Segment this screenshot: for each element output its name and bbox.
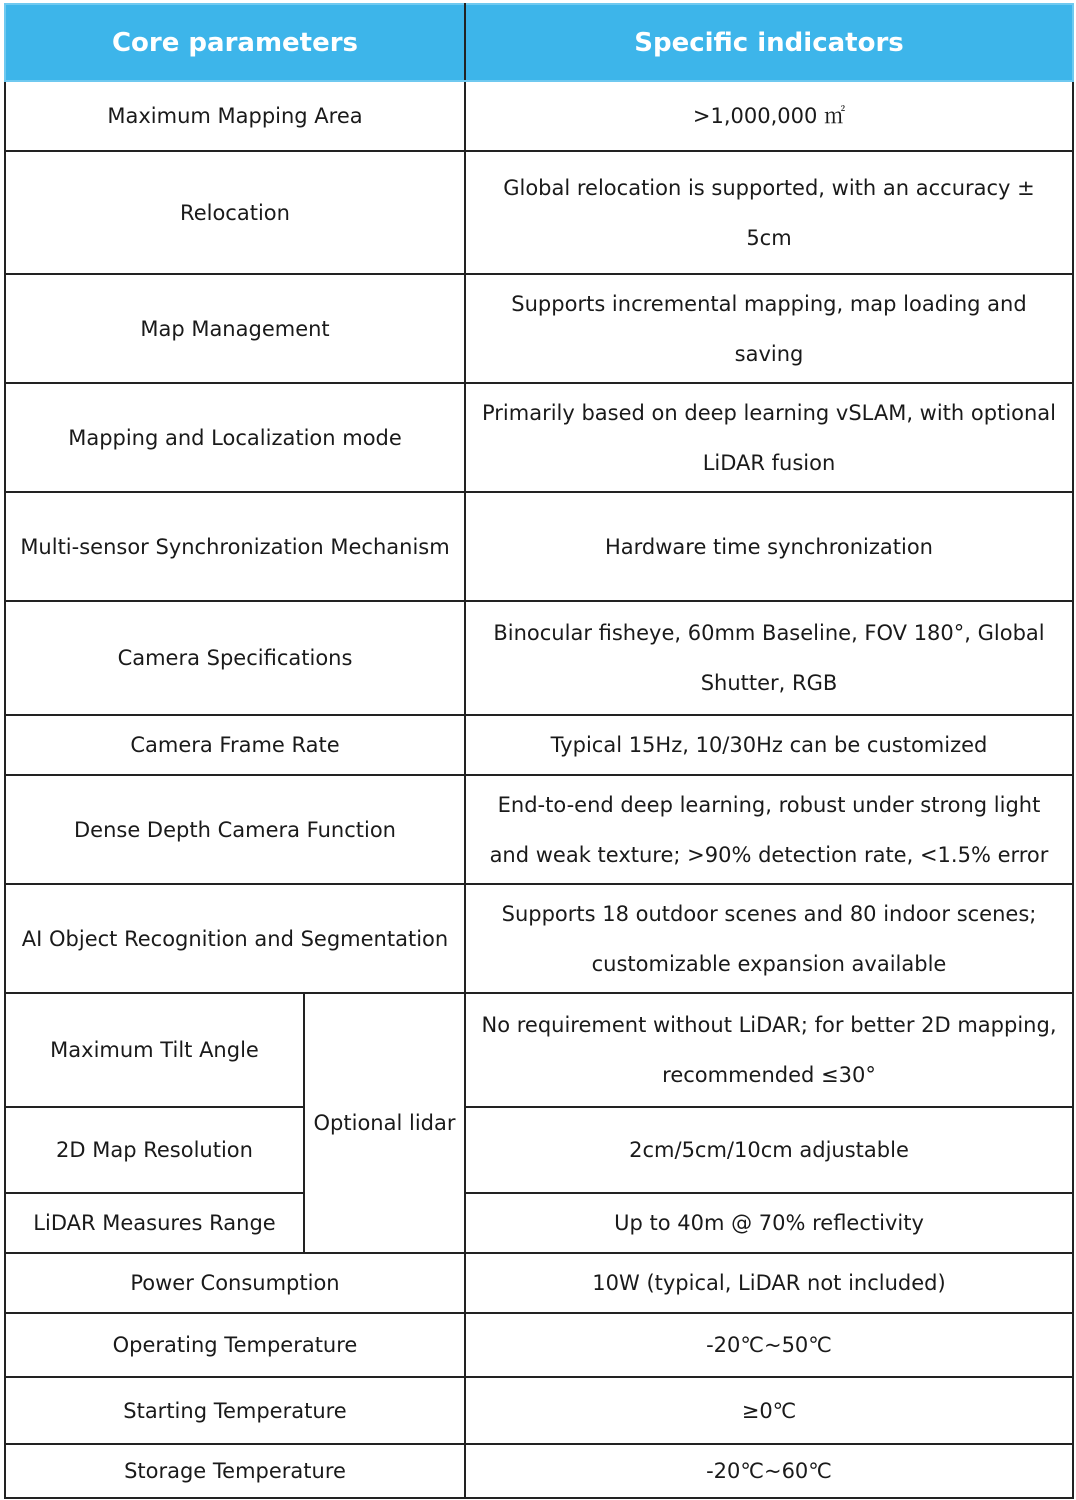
value-cell: No requirement without LiDAR; for better 2D mapping, recommended ≤30°	[465, 993, 1073, 1107]
param-cell: Relocation	[5, 151, 465, 274]
param-cell: Starting Temperature	[5, 1377, 465, 1444]
param-cell: Operating Temperature	[5, 1313, 465, 1377]
param-cell: 2D Map Resolution	[5, 1107, 304, 1193]
optional-lidar-group-cell: Optional lidar	[304, 993, 465, 1253]
table-row	[5, 151, 1073, 274]
value-cell: 10W (typical, LiDAR not included)	[465, 1253, 1073, 1313]
param-cell: Maximum Mapping Area	[5, 81, 465, 151]
table-row	[5, 715, 1073, 775]
table-row	[5, 1313, 1073, 1377]
value-cell: >1,000,000 ㎡	[465, 81, 1073, 151]
param-cell: Camera Frame Rate	[5, 715, 465, 775]
table-row	[5, 1253, 1073, 1313]
param-cell: Storage Temperature	[5, 1444, 465, 1498]
table-row	[5, 1193, 1073, 1253]
param-cell: Mapping and Localization mode	[5, 383, 465, 492]
value-cell: Up to 40m @ 70% reflectivity	[465, 1193, 1073, 1253]
value-cell: -20℃~50℃	[465, 1313, 1073, 1377]
param-cell: Dense Depth Camera Function	[5, 775, 465, 884]
value-cell: Supports 18 outdoor scenes and 80 indoor scenes; customizable expansion available	[465, 884, 1073, 993]
param-cell: Camera Specifications	[5, 601, 465, 715]
table-row	[5, 274, 1073, 383]
value-cell: ≥0℃	[465, 1377, 1073, 1444]
param-cell: Map Management	[5, 274, 465, 383]
spec-table	[4, 3, 1074, 1499]
header-core-parameters: Core parameters	[5, 4, 465, 81]
value-cell: Global relocation is supported, with an accuracy ± 5cm	[465, 151, 1073, 274]
value-cell: Hardware time synchronization	[465, 492, 1073, 601]
table-row	[5, 1444, 1073, 1498]
value-cell: Supports incremental mapping, map loading and saving	[465, 274, 1073, 383]
table-row	[5, 1107, 1073, 1193]
param-cell: AI Object Recognition and Segmentation	[5, 884, 465, 993]
param-cell: Maximum Tilt Angle	[5, 993, 304, 1107]
param-cell: Multi-sensor Synchronization Mechanism	[5, 492, 465, 601]
value-cell: Primarily based on deep learning vSLAM, with optional LiDAR fusion	[465, 383, 1073, 492]
table-row	[5, 775, 1073, 884]
header-specific-indicators: Specific indicators	[465, 4, 1073, 81]
table-header-row	[5, 4, 1073, 81]
table-row	[5, 1377, 1073, 1444]
value-cell: 2cm/5cm/10cm adjustable	[465, 1107, 1073, 1193]
table-row	[5, 993, 1073, 1107]
param-cell: Power Consumption	[5, 1253, 465, 1313]
value-cell: End-to-end deep learning, robust under strong light and weak texture; >90% detection rate, <1.5% error	[465, 775, 1073, 884]
table-row	[5, 601, 1073, 715]
table-row	[5, 383, 1073, 492]
value-cell: Binocular fisheye, 60mm Baseline, FOV 180°, Global Shutter, RGB	[465, 601, 1073, 715]
value-cell: Typical 15Hz, 10/30Hz can be customized	[465, 715, 1073, 775]
param-cell: LiDAR Measures Range	[5, 1193, 304, 1253]
table-row	[5, 492, 1073, 601]
table-row	[5, 81, 1073, 151]
table-row	[5, 884, 1073, 993]
value-cell: -20℃~60℃	[465, 1444, 1073, 1498]
